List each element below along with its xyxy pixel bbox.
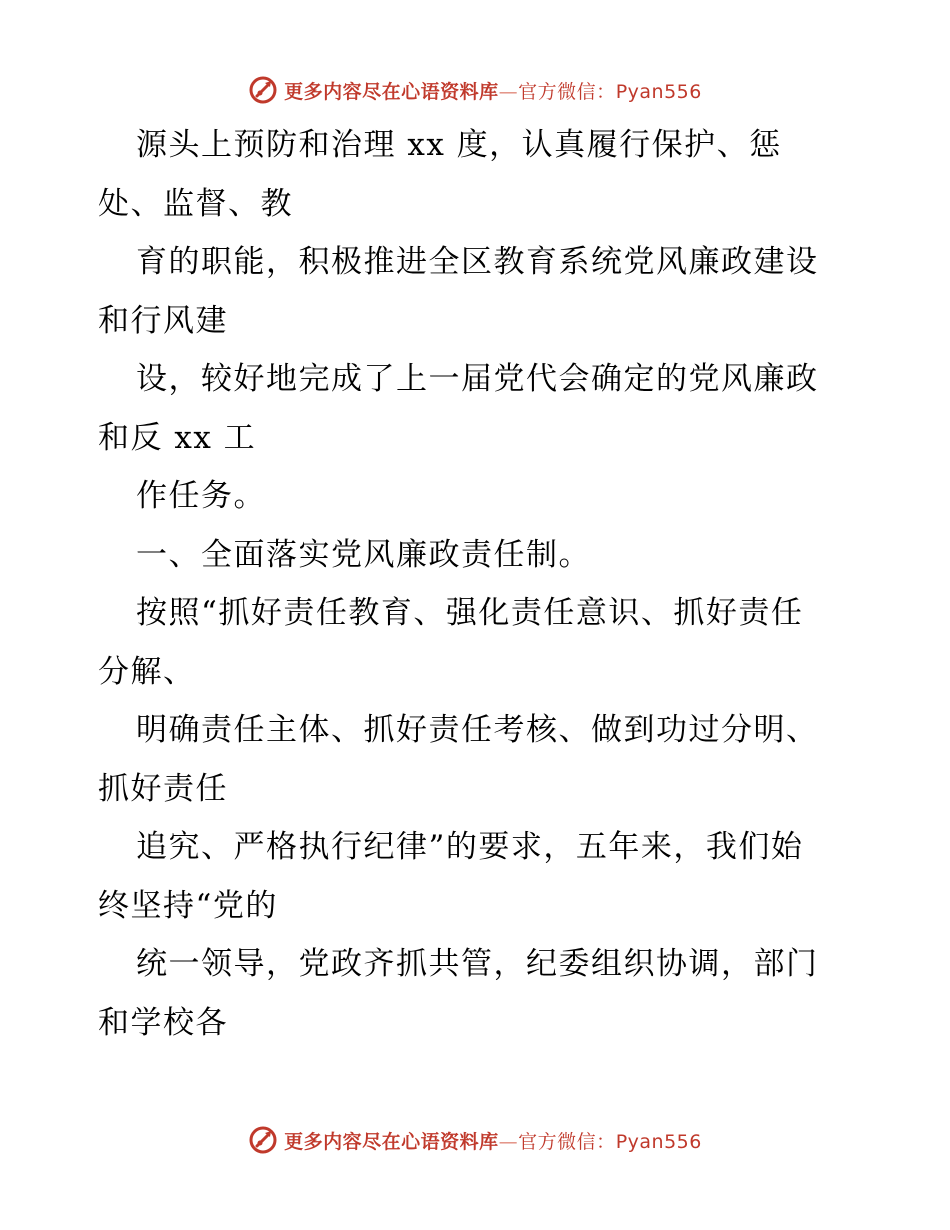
watermark-id: Pyan556 [615, 1130, 702, 1153]
text-line: 处、监督、教 [98, 185, 293, 222]
text-line: 追究、严格执行纪律”的要求，五年来，我们始 [136, 829, 804, 865]
watermark-text [284, 1127, 702, 1154]
text-line: 抓好责任 [98, 770, 228, 807]
logo-icon [248, 75, 278, 105]
text-line: 分解、 [98, 653, 196, 690]
document-body [98, 116, 858, 1052]
watermark-text [284, 77, 702, 104]
watermark-label: 官方微信： [518, 80, 616, 103]
footer-watermark [0, 1122, 950, 1158]
text-line: 作任务。 [136, 478, 266, 514]
text-line: 和行风建 [98, 302, 228, 339]
watermark-separator: — [498, 80, 519, 103]
text-line: 按照“抓好责任教育、强化责任意识、抓好责任 [136, 595, 804, 631]
text-line: 设，较好地完成了上一届党代会确定的党风廉政 [136, 361, 819, 397]
header-watermark [0, 72, 950, 108]
text-line: 育的职能，积极推进全区教育系统党风廉政建设 [136, 244, 819, 280]
watermark-separator: — [498, 1130, 519, 1153]
text-line: 源头上预防和治理 xx 度，认真履行保护、惩 [136, 127, 782, 163]
text-line: 和学校各 [98, 1004, 228, 1041]
watermark-main: 更多内容尽在心语资料库 [284, 80, 499, 103]
watermark-id: Pyan556 [615, 80, 702, 103]
text-line: 统一领导，党政齐抓共管，纪委组织协调，部门 [136, 946, 819, 982]
text-line: 和反 xx 工 [98, 419, 257, 456]
watermark-main: 更多内容尽在心语资料库 [284, 1130, 499, 1153]
text-line: 终坚持“党的 [98, 887, 278, 924]
text-line: 明确责任主体、抓好责任考核、做到功过分明、 [136, 712, 819, 748]
watermark-label: 官方微信： [518, 1130, 616, 1153]
logo-icon [248, 1125, 278, 1155]
text-line: 一、全面落实党风廉政责任制。 [136, 536, 591, 573]
